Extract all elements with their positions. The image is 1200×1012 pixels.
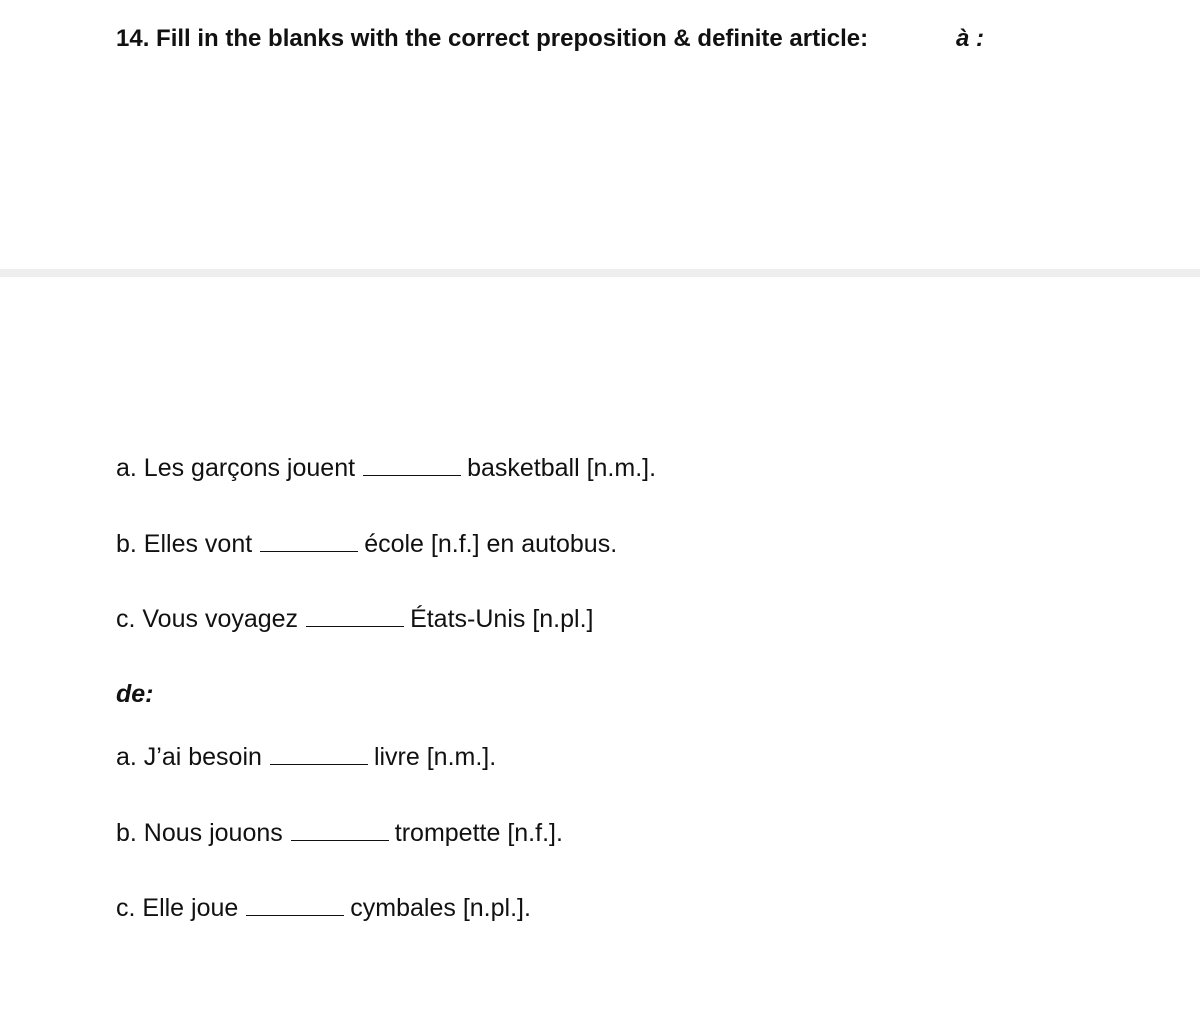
- section-de-label: de:: [116, 680, 154, 708]
- item-text-before: c. Vous voyagez: [116, 605, 299, 633]
- exercise-item-a-2: [116, 528, 617, 560]
- exercise-item-de-2: [116, 817, 563, 849]
- exercise-item-a-1: [116, 452, 656, 484]
- blank-line[interactable]: [306, 625, 404, 627]
- blank-line[interactable]: [270, 763, 368, 765]
- item-text-before: b. Elles vont: [116, 530, 253, 558]
- question-title: 14. Fill in the blanks with the correct preposition & definite article:: [116, 25, 869, 52]
- exercise-item-de-3: [116, 892, 531, 924]
- item-text-after: trompette [n.f.].: [394, 819, 563, 847]
- item-text-after: basketball [n.m.].: [467, 454, 657, 482]
- item-text-after: livre [n.m.].: [373, 743, 497, 771]
- item-text-after: école [n.f.] en autobus.: [364, 530, 618, 558]
- item-text-before: a. Les garçons jouent: [116, 454, 356, 482]
- item-text-before: b. Nous jouons: [116, 819, 283, 847]
- blank-line[interactable]: [246, 914, 344, 916]
- item-text-before: a. J’ai besoin: [116, 743, 262, 771]
- item-text-after: États-Unis [n.pl.]: [410, 605, 594, 633]
- blank-line[interactable]: [363, 474, 461, 476]
- item-text-after: cymbales [n.pl.].: [350, 894, 531, 922]
- exercise-item-a-3: [116, 603, 593, 635]
- blank-line[interactable]: [291, 839, 389, 841]
- section-a-label: à :: [956, 25, 985, 52]
- exercise-item-de-1: [116, 741, 496, 773]
- blank-line[interactable]: [260, 550, 358, 552]
- item-text-before: c. Elle joue: [116, 894, 239, 922]
- page-divider: [0, 269, 1200, 277]
